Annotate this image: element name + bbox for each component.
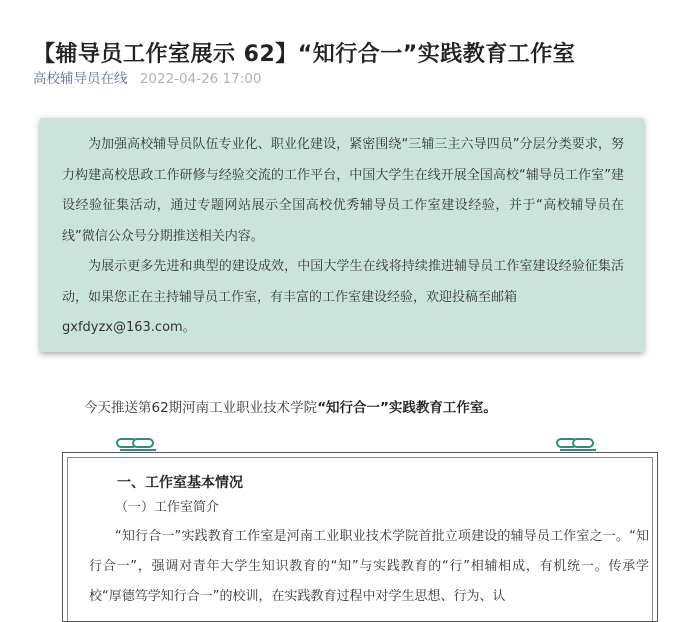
subsection-heading: （一）工作室简介 — [115, 500, 220, 515]
paperclip-right-icon — [556, 438, 600, 450]
lead-sentence — [84, 396, 497, 416]
contact-email: gxfdyzx@163.com。 — [62, 320, 196, 335]
publish-time: 2022-04-26 17:00 — [139, 71, 262, 87]
content-card-body — [89, 472, 649, 612]
paperclip-left-icon — [116, 438, 160, 450]
lead-prefix: 今天推送第62期河南工业职业技术学院 — [84, 400, 318, 416]
intro-box — [40, 118, 644, 352]
intro-paragraph-1: 为加强高校辅导员队伍专业化、职业化建设，紧密围绕“三辅三主六导四员”分层分类要求，努力构建高校思政工作研修与经验交流的工作平台，中国大学生在线开展全国高校“辅导员工作室”建设经验征集活动，通过专题网站展示全国高校优秀辅导员工作室建设经验，并于“高校辅导员在线”微信公众号分期推送相关内容。 — [62, 137, 624, 244]
content-card — [62, 452, 658, 622]
account-name-link[interactable]: 高校辅导员在线 — [33, 71, 128, 87]
article-title: 【辅导员工作室展示 62】“知行合一”实践教育工作室 — [33, 41, 576, 67]
studio-intro-text: “知行合一”实践教育工作室是河南工业职业技术学院首批立项建设的辅导员工作室之一。“知行合一”，强调对青年大学生知识教育的“知”与实践教育的“行”相辅相成，有机统一。传承学校“厚德笃学知行合一”的校训，在实践教育过程中对学生思想、行为、认 — [89, 529, 649, 604]
intro-paragraph-2: 为展示更多先进和典型的建设成效，中国大学生在线将持续推进辅导员工作室建设经验征集活动，如果您正在主持辅导员工作室，有丰富的工作室建设经验，欢迎投稿至邮箱 — [62, 259, 624, 305]
article-meta — [33, 67, 261, 87]
studio-name-highlight: “知行合一”实践教育工作室。 — [317, 400, 497, 416]
section-heading: 一、工作室基本情况 — [117, 475, 243, 491]
